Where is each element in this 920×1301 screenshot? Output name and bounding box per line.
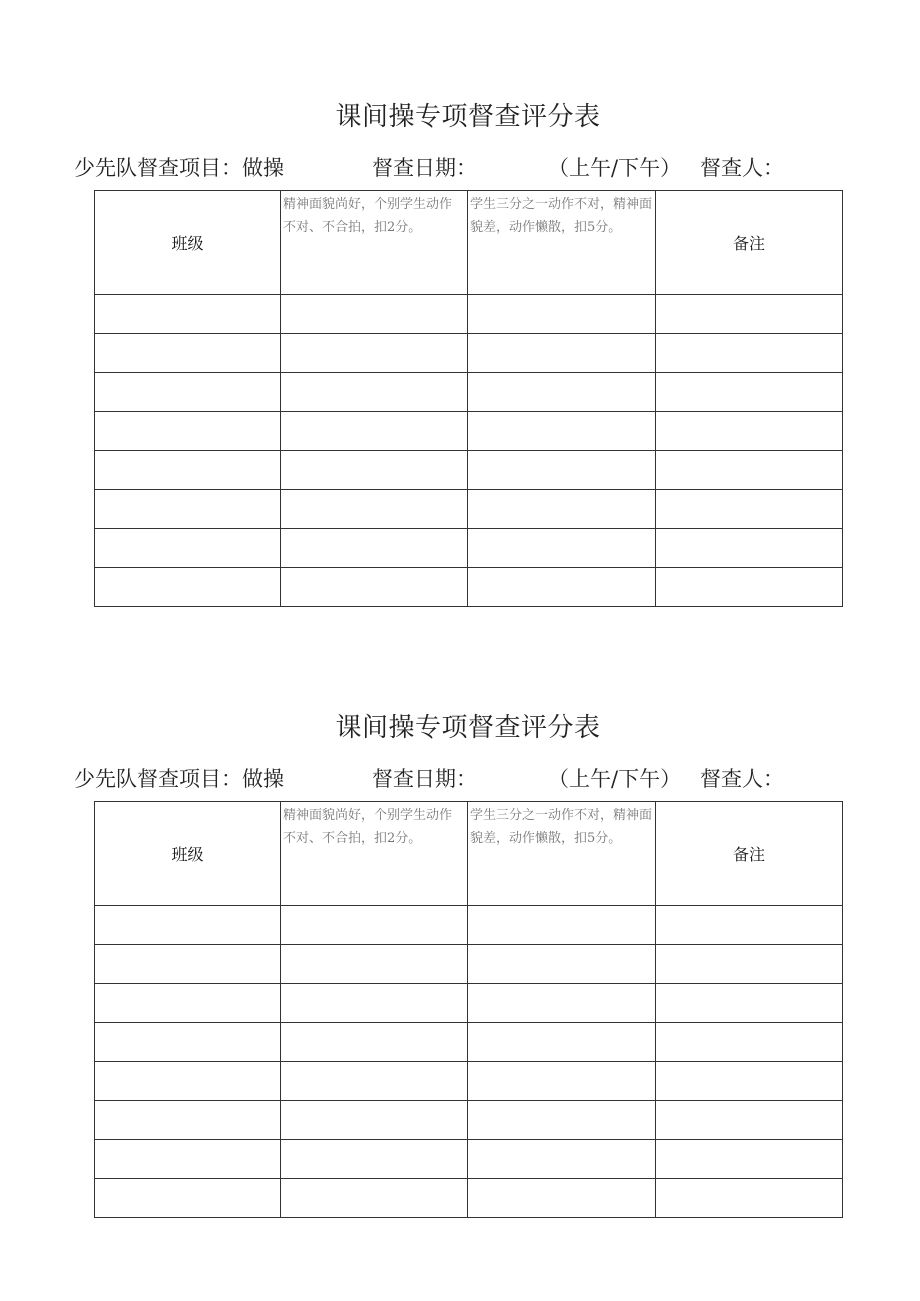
header-class: 班级 — [95, 191, 281, 295]
criterion-minor-cell[interactable] — [281, 568, 468, 607]
inspection-date-label: 督查日期： — [372, 767, 477, 791]
notes-cell[interactable] — [656, 568, 843, 607]
class-cell[interactable] — [95, 1062, 281, 1101]
header-notes: 备注 — [656, 191, 843, 295]
table-row — [95, 373, 843, 412]
table-header-row — [95, 191, 843, 295]
criterion-major-cell[interactable] — [468, 1101, 656, 1140]
criterion-major-cell[interactable] — [468, 412, 656, 451]
criterion-major-cell[interactable] — [468, 1023, 656, 1062]
notes-cell[interactable] — [656, 334, 843, 373]
inspector-label: 督查人： — [700, 156, 784, 180]
table-row — [95, 1140, 843, 1179]
notes-cell[interactable] — [656, 412, 843, 451]
scoring-table-body — [95, 802, 843, 1218]
scoring-table — [94, 801, 843, 1218]
table-row — [95, 1179, 843, 1218]
criterion-major-cell[interactable] — [468, 373, 656, 412]
table-row — [95, 906, 843, 945]
form-title: 课间操专项督查评分表 — [335, 713, 601, 743]
notes-cell[interactable] — [656, 984, 843, 1023]
notes-cell[interactable] — [656, 1023, 843, 1062]
criterion-minor-cell[interactable] — [281, 295, 468, 334]
table-row — [95, 568, 843, 607]
class-cell[interactable] — [95, 334, 281, 373]
table-row — [95, 945, 843, 984]
scoring-table — [94, 190, 843, 607]
header-criterion-minor: 精神面貌尚好，个别学生动作不对、不合拍，扣2分。 — [281, 191, 468, 295]
criterion-minor-cell[interactable] — [281, 984, 468, 1023]
criterion-major-cell[interactable] — [468, 1179, 656, 1218]
criterion-major-cell[interactable] — [468, 295, 656, 334]
class-cell[interactable] — [95, 373, 281, 412]
table-row — [95, 334, 843, 373]
criterion-major-cell[interactable] — [468, 984, 656, 1023]
criterion-major-cell[interactable] — [468, 490, 656, 529]
criterion-major-cell[interactable] — [468, 451, 656, 490]
table-row — [95, 451, 843, 490]
class-cell[interactable] — [95, 1179, 281, 1218]
notes-cell[interactable] — [656, 1140, 843, 1179]
class-cell[interactable] — [95, 295, 281, 334]
table-row — [95, 1062, 843, 1101]
table-row — [95, 984, 843, 1023]
notes-cell[interactable] — [656, 945, 843, 984]
class-cell[interactable] — [95, 1023, 281, 1062]
table-row — [95, 529, 843, 568]
form-title: 课间操专项督查评分表 — [335, 102, 601, 132]
criterion-major-cell[interactable] — [468, 334, 656, 373]
criterion-major-cell[interactable] — [468, 568, 656, 607]
criterion-minor-cell[interactable] — [281, 1140, 468, 1179]
time-period-label: （上午/下午） — [548, 767, 682, 791]
criterion-minor-cell[interactable] — [281, 490, 468, 529]
class-cell[interactable] — [95, 1140, 281, 1179]
notes-cell[interactable] — [656, 1179, 843, 1218]
criterion-minor-cell[interactable] — [281, 1179, 468, 1218]
table-row — [95, 1101, 843, 1140]
class-cell[interactable] — [95, 945, 281, 984]
form-meta-line — [74, 152, 834, 182]
table-header-row — [95, 802, 843, 906]
table-row — [95, 412, 843, 451]
class-cell[interactable] — [95, 490, 281, 529]
class-cell[interactable] — [95, 906, 281, 945]
class-cell[interactable] — [95, 529, 281, 568]
criterion-minor-cell[interactable] — [281, 412, 468, 451]
criterion-major-cell[interactable] — [468, 1140, 656, 1179]
criterion-major-cell[interactable] — [468, 529, 656, 568]
header-notes: 备注 — [656, 802, 843, 906]
class-cell[interactable] — [95, 568, 281, 607]
class-cell[interactable] — [95, 1101, 281, 1140]
notes-cell[interactable] — [656, 1101, 843, 1140]
criterion-minor-cell[interactable] — [281, 1101, 468, 1140]
criterion-major-cell[interactable] — [468, 945, 656, 984]
table-row — [95, 1023, 843, 1062]
header-criterion-major: 学生三分之一动作不对，精神面貌差，动作懒散，扣5分。 — [468, 191, 656, 295]
criterion-minor-cell[interactable] — [281, 451, 468, 490]
criterion-major-cell[interactable] — [468, 1062, 656, 1101]
time-period-label: （上午/下午） — [548, 156, 682, 180]
notes-cell[interactable] — [656, 1062, 843, 1101]
criterion-minor-cell[interactable] — [281, 373, 468, 412]
notes-cell[interactable] — [656, 529, 843, 568]
notes-cell[interactable] — [656, 906, 843, 945]
inspector-label: 督查人： — [700, 767, 784, 791]
criterion-major-cell[interactable] — [468, 906, 656, 945]
criterion-minor-cell[interactable] — [281, 906, 468, 945]
criterion-minor-cell[interactable] — [281, 945, 468, 984]
scoring-table-body — [95, 191, 843, 607]
form-meta-line — [74, 763, 834, 793]
class-cell[interactable] — [95, 451, 281, 490]
header-criterion-major: 学生三分之一动作不对，精神面貌差，动作懒散，扣5分。 — [468, 802, 656, 906]
header-class: 班级 — [95, 802, 281, 906]
criterion-minor-cell[interactable] — [281, 1023, 468, 1062]
table-row — [95, 295, 843, 334]
table-row — [95, 490, 843, 529]
notes-cell[interactable] — [656, 295, 843, 334]
header-criterion-minor: 精神面貌尚好，个别学生动作不对、不合拍，扣2分。 — [281, 802, 468, 906]
class-cell[interactable] — [95, 412, 281, 451]
criterion-minor-cell[interactable] — [281, 1062, 468, 1101]
notes-cell[interactable] — [656, 373, 843, 412]
class-cell[interactable] — [95, 984, 281, 1023]
notes-cell[interactable] — [656, 490, 843, 529]
inspection-date-label: 督查日期： — [372, 156, 477, 180]
criterion-minor-cell[interactable] — [281, 334, 468, 373]
inspection-project-label: 少先队督查项目：做操 — [74, 156, 284, 180]
notes-cell[interactable] — [656, 451, 843, 490]
criterion-minor-cell[interactable] — [281, 529, 468, 568]
inspection-project-label: 少先队督查项目：做操 — [74, 767, 284, 791]
